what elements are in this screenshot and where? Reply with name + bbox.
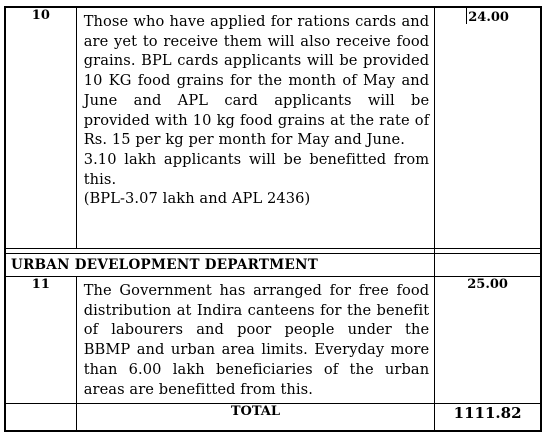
total-label: TOTAL: [76, 404, 435, 432]
description-paragraph: 3.10 lakh applicants will be benefitted from this.: [83, 150, 430, 188]
budget-table: [4, 6, 542, 432]
section-heading: URBAN DEVELOPMENT DEPARTMENT: [5, 254, 435, 277]
description-paragraph: (BPL-3.07 lakh and APL 2436): [83, 190, 311, 208]
row-description: [76, 7, 435, 249]
description-paragraph: Those who have applied for rations cards and are yet to receive them will also receive food grains. BPL cards applicants will be provided 10 KG food grains for the month of May and June and APL card applicants will be provided with 10 kg food grains at the rate of Rs. 15 per kg per month for May and June.: [83, 13, 430, 149]
row-description: [76, 277, 435, 404]
description-paragraph: The Government has arranged for free food distribution at Indira canteens for the benefit of labourers and poor people under the BBMP and urban area limits. Everyday more than 6.00 lakh beneficiaries of the urban areas are benefitted from this.: [83, 282, 430, 398]
row-amount: 24.00: [468, 10, 509, 25]
row-number: 11: [5, 277, 76, 404]
total-row: [5, 404, 541, 432]
total-amount: 1111.82: [435, 404, 541, 432]
row-amount: 25.00: [435, 277, 541, 404]
table-row-10: [5, 7, 541, 249]
table-row-11: [5, 277, 541, 404]
row-number: 10: [5, 7, 76, 249]
section-row: [5, 254, 541, 277]
row-amount-cell: [435, 7, 541, 249]
